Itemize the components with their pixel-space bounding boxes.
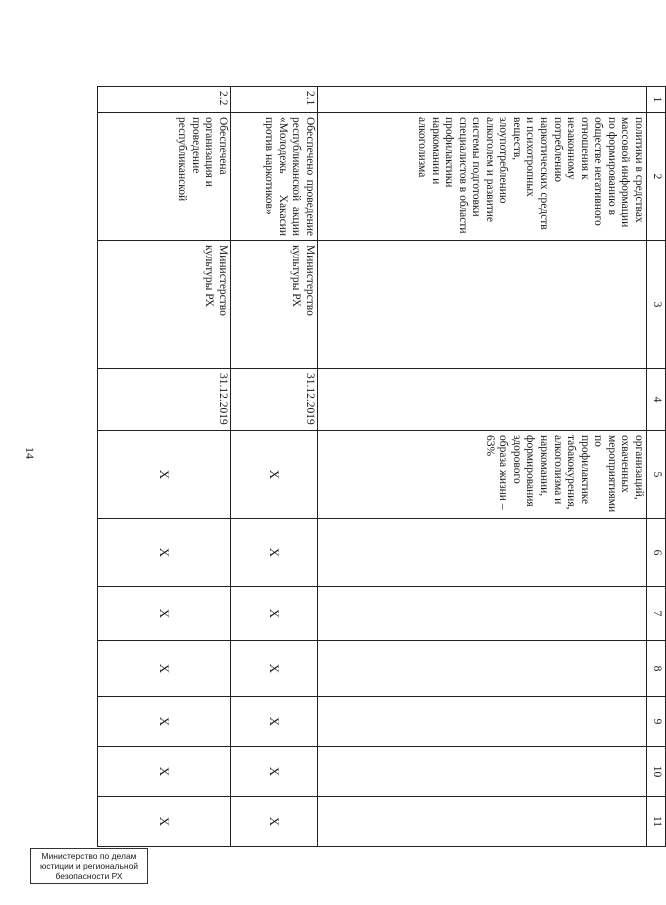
responsible-executor: Министерство культуры РХ (231, 241, 318, 369)
cell-col-11: Х (231, 797, 318, 847)
col-header-9: 9 (647, 697, 666, 747)
indicator: Х (98, 431, 231, 519)
cell-col-7: Х (231, 587, 318, 641)
page-number: 14 (23, 447, 37, 459)
cell-col-10 (318, 747, 647, 797)
row-number: 2.1 (231, 87, 318, 113)
cell-col-10: Х (98, 747, 231, 797)
col-header-6: 6 (647, 519, 666, 587)
col-header-1: 1 (647, 87, 666, 113)
cell-col-9: Х (231, 697, 318, 747)
table-row (231, 87, 318, 847)
cell-col-7: Х (98, 587, 231, 641)
indicator: Х (231, 431, 318, 519)
header-row (647, 87, 666, 847)
measure-name: политики в средствах массовой информации по формированию в обществе негативного отношения к незаконному потреблению наркотических средств и психотропных веществ, злоупотреблению алкоголем и развитие системы подготовки специалистов в области профилактики наркомании и алкоголизма (318, 113, 647, 241)
cell-col-11 (318, 797, 647, 847)
cell-col-8 (318, 641, 647, 697)
deadline (318, 369, 647, 431)
indicator: организаций, охваченных мероприятиями по профилактике табакокурения, алкоголизма и наркомании, формирования здорового образа жизни – 63% (318, 431, 647, 519)
col-header-8: 8 (647, 641, 666, 697)
cell-col-11: Х (98, 797, 231, 847)
responsible-executor (318, 241, 647, 369)
cell-col-6 (318, 519, 647, 587)
cell-col-8: Х (98, 641, 231, 697)
table-row (98, 87, 231, 847)
rotated-table-container (106, 86, 666, 846)
measures-table (97, 86, 666, 847)
registration-stamp (30, 848, 148, 884)
deadline: 31.12.2019 (98, 369, 231, 431)
measure-name: Обеспечена организация и проведение республиканской (98, 113, 231, 241)
stamp-line: юстиции и региональной (39, 861, 139, 871)
col-header-4: 4 (647, 369, 666, 431)
col-header-10: 10 (647, 747, 666, 797)
cell-col-6: Х (98, 519, 231, 587)
col-header-2: 2 (647, 113, 666, 241)
deadline: 31.12.2019 (231, 369, 318, 431)
responsible-executor: Министерство культуры РХ (98, 241, 231, 369)
col-header-5: 5 (647, 431, 666, 519)
col-header-3: 3 (647, 241, 666, 369)
col-header-11: 11 (647, 797, 666, 847)
col-header-7: 7 (647, 587, 666, 641)
cell-col-6: Х (231, 519, 318, 587)
cell-col-8: Х (231, 641, 318, 697)
stamp-line: Министерство по делам (41, 851, 137, 861)
cell-col-7 (318, 587, 647, 641)
cell-col-9 (318, 697, 647, 747)
cell-col-10: Х (231, 747, 318, 797)
measure-name: Обеспечено проведение республиканской акции «Молодежь Хакасии против наркотиков» (231, 113, 318, 241)
row-number (318, 87, 647, 113)
row-number: 2.2 (98, 87, 231, 113)
cell-col-9: Х (98, 697, 231, 747)
table-row (318, 87, 647, 847)
stamp-line: безопасности РХ (55, 871, 123, 881)
